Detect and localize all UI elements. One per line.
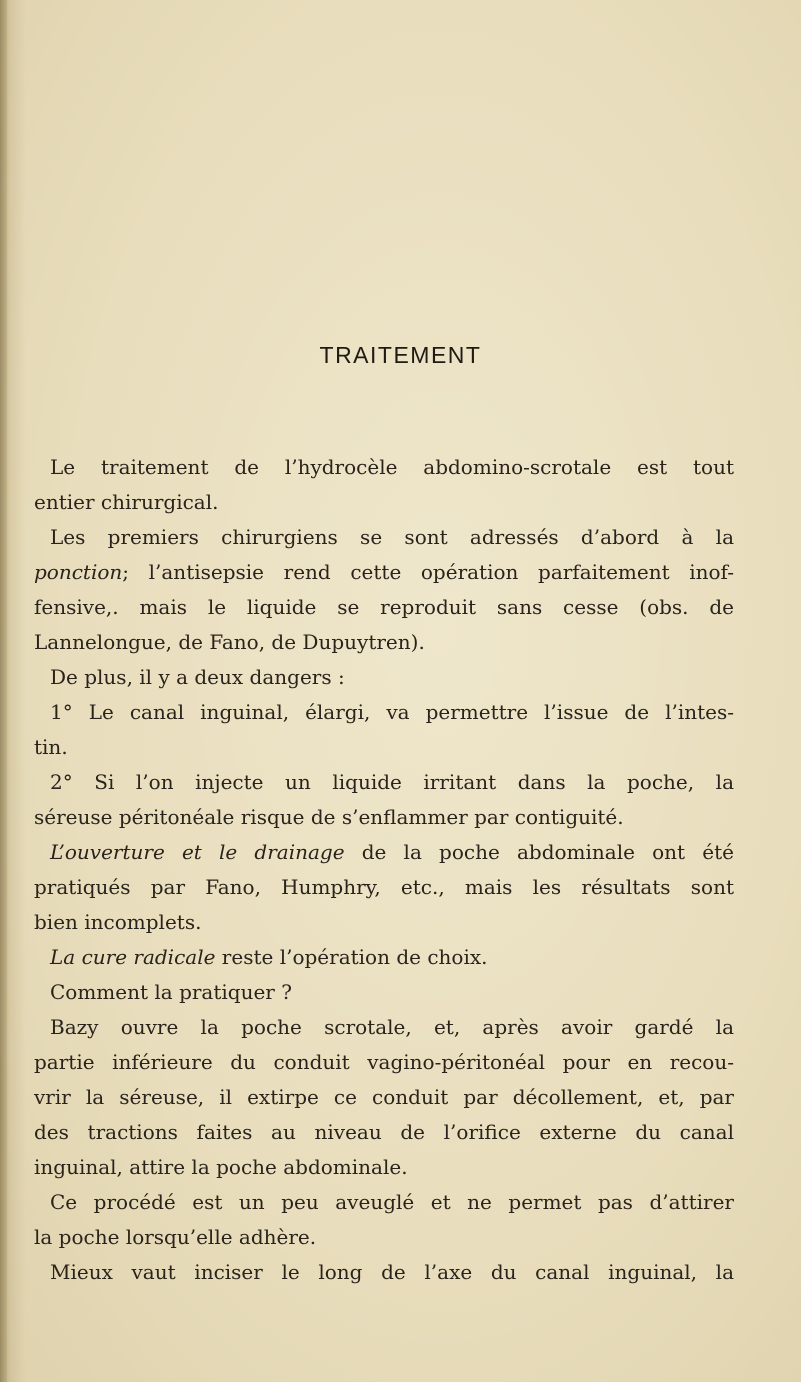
text-line — [34, 870, 734, 905]
text-run: des tractions faites au niveau de l’orifice externe du canal — [34, 1120, 734, 1144]
page-title: TRAITEMENT — [319, 342, 482, 368]
text-run: Les premiers chirurgiens se sont adressés d’abord à la — [50, 525, 734, 549]
text-run: Le traitement de l’hydrocèle abdomino-scrotale est tout — [50, 455, 734, 479]
italic-text: L’ouverture et le drainage — [50, 840, 345, 864]
text-line — [34, 1045, 734, 1080]
text-line — [34, 1115, 734, 1150]
text-run: bien incomplets. — [34, 910, 202, 934]
text-line — [34, 1185, 734, 1220]
text-run: pratiqués par Fano, Humphry, etc., mais les résultats sont — [34, 875, 734, 899]
page-spine-shadow — [0, 0, 7, 1382]
text-line — [34, 1255, 734, 1290]
text-run: inguinal, attire la poche abdominale. — [34, 1155, 408, 1179]
text-run: 2° Si l’on injecte un liquide irritant dans la poche, la — [50, 770, 734, 794]
text-run: Mieux vaut inciser le long de l’axe du canal inguinal, la — [50, 1260, 734, 1284]
text-line — [34, 1010, 734, 1045]
text-run: la poche lorsqu’elle adhère. — [34, 1225, 317, 1249]
text-run: De plus, il y a deux dangers : — [50, 665, 345, 689]
text-line — [34, 1150, 734, 1185]
text-line — [34, 940, 734, 975]
text-run: Comment la pratiquer ? — [50, 980, 292, 1004]
text-line — [34, 695, 734, 730]
text-line — [34, 835, 734, 870]
text-run: fensive,. mais le liquide se reproduit sans cesse (obs. de — [34, 595, 734, 619]
text-line — [34, 800, 734, 835]
text-line — [34, 975, 734, 1010]
text-line — [34, 1220, 734, 1255]
text-line — [34, 905, 734, 940]
text-line — [34, 520, 734, 555]
text-run: ; l’antisepsie rend cette opération parfaitement inof- — [122, 560, 734, 584]
text-run: Ce procédé est un peu aveuglé et ne permet pas d’attirer — [50, 1190, 734, 1214]
text-run: partie inférieure du conduit vagino-péritonéal pour en recou- — [34, 1050, 734, 1074]
text-run: 1° Le canal inguinal, élargi, va permettre l’issue de l’intes- — [50, 700, 734, 724]
text-line — [34, 765, 734, 800]
text-line — [34, 590, 734, 625]
text-run: Bazy ouvre la poche scrotale, et, après avoir gardé la — [50, 1015, 734, 1039]
italic-text: La cure radicale — [50, 945, 216, 969]
text-run: reste l’opération de choix. — [215, 945, 488, 969]
text-line — [34, 1080, 734, 1115]
body-text — [34, 450, 734, 1290]
italic-text: ponction — [34, 560, 123, 584]
text-line — [34, 730, 734, 765]
text-line — [34, 450, 734, 485]
text-line — [34, 625, 734, 660]
text-run: de la poche abdominale ont été — [344, 840, 734, 864]
text-run: vrir la séreuse, il extirpe ce conduit par décollement, et, par — [34, 1085, 734, 1109]
text-run: tin. — [34, 735, 68, 759]
text-line — [34, 660, 734, 695]
text-run: séreuse péritonéale risque de s’enflammer par contiguité. — [34, 805, 624, 829]
text-run: Lannelongue, de Fano, de Dupuytren). — [34, 630, 425, 654]
text-run: entier chirurgical. — [34, 490, 219, 514]
text-line — [34, 555, 734, 590]
text-line — [34, 485, 734, 520]
